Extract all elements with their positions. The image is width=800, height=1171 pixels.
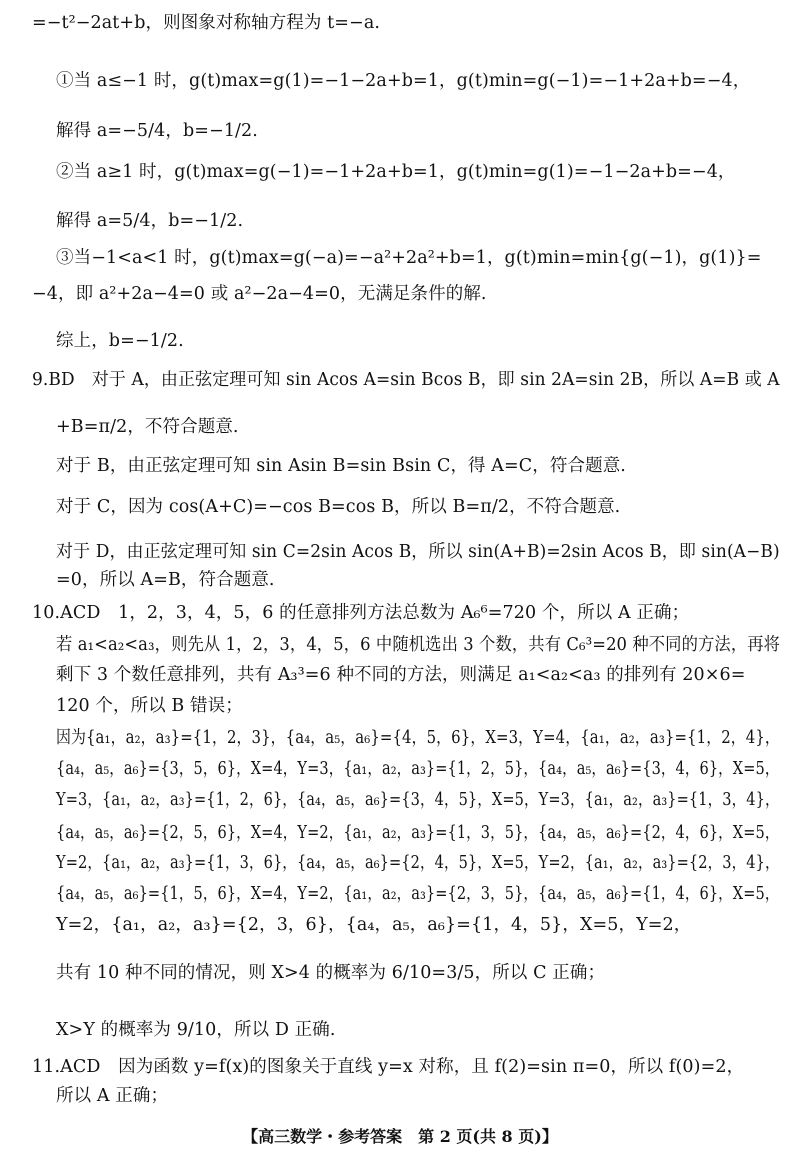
text-line: 综上，b=−1/2. xyxy=(56,331,184,351)
text-line: Y=2，{a₁，a₂，a₃}={1，3，6}，{a₄，a₅，a₆}={2，4，5}，X=5，Y=2，{a₁，a₂，a₃}={2，3，4}， xyxy=(56,853,780,873)
text-line: 10.ACD 1，2，3，4，5，6 的任意排列方法总数为 A₆⁶=720 个，所以 A 正确； xyxy=(32,603,690,623)
text-line: 9.BD 对于 A，由正弦定理可知 sin Acos A=sin Bcos B，即 sin 2A=sin 2B，所以 A=B 或 A xyxy=(32,370,780,390)
text-line: 因为{a₁，a₂，a₃}={1，2，3}，{a₄，a₅，a₆}={4，5，6}，X=3，Y=4，{a₁，a₂，a₃}={1，2，4}， xyxy=(56,728,780,748)
text-line: 对于 B，由正弦定理可知 sin Asin B=sin Bsin C，得 A=C，符合题意. xyxy=(56,456,626,476)
text-line: 对于 D，由正弦定理可知 sin C=2sin Acos B，所以 sin(A+B)=2sin Acos B，即 sin(A−B) xyxy=(56,542,780,562)
text-line: 120 个，所以 B 错误； xyxy=(56,696,243,716)
text-line: =0，所以 A=B，符合题意. xyxy=(56,570,275,590)
text-line: ①当 a≤−1 时，g(t)max=g(1)=−1−2a+b=1，g(t)min=g(−1)=−1+2a+b=−4， xyxy=(56,71,751,91)
text-line: 11.ACD 因为函数 y=f(x)的图象关于直线 y=x 对称，且 f(2)=sin π=0，所以 f(0)=2， xyxy=(32,1057,745,1077)
text-line: Y=3，{a₁，a₂，a₃}={1，2，6}，{a₄，a₅，a₆}={3，4，5}，X=5，Y=3，{a₁，a₂，a₃}={1，3，4}， xyxy=(56,790,780,810)
text-line: 解得 a=−5/4，b=−1/2. xyxy=(56,121,258,141)
text-line: {a₄，a₅，a₆}={3，5，6}，X=4，Y=3，{a₁，a₂，a₃}={1，2，5}，{a₄，a₅，a₆}={3，4，6}，X=5， xyxy=(56,759,780,779)
text-line: {a₄，a₅，a₆}={2，5，6}，X=4，Y=2，{a₁，a₂，a₃}={1，3，5}，{a₄，a₅，a₆}={2，4，6}，X=5， xyxy=(56,823,780,843)
text-line: {a₄，a₅，a₆}={1，5，6}，X=4，Y=2，{a₁，a₂，a₃}={2，3，5}，{a₄，a₅，a₆}={1，4，6}，X=5， xyxy=(56,884,780,904)
text-line: X>Y 的概率为 9/10，所以 D 正确. xyxy=(56,1020,336,1040)
text-line: +B=π/2，不符合题意. xyxy=(56,417,239,437)
text-line: 共有 10 种不同的情况，则 X>4 的概率为 6/10=3/5，所以 C 正确； xyxy=(56,963,606,983)
text-line: −4，即 a²+2a−4=0 或 a²−2a−4=0，无满足条件的解. xyxy=(32,284,487,304)
text-line: 解得 a=5/4，b=−1/2. xyxy=(56,211,244,231)
page-footer: 【高三数学・参考答案 第 2 页(共 8 页)】 xyxy=(242,1127,558,1146)
text-line: 若 a₁<a₂<a₃，则先从 1，2，3，4，5，6 中随机选出 3 个数，共有 C₆³=20 种不同的方法，再将 xyxy=(56,635,781,655)
text-line: ③当−1<a<1 时，g(t)max=g(−a)=−a²+2a²+b=1，g(t)min=min{g(−1)，g(1)}= xyxy=(56,248,762,268)
text-line: Y=2，{a₁，a₂，a₃}={2，3，6}，{a₄，a₅，a₆}={1，4，5}，X=5，Y=2， xyxy=(56,915,692,935)
text-line: 对于 C，因为 cos(A+C)=−cos B=cos B，所以 B=π/2，不符合题意. xyxy=(56,497,621,517)
text-line: 剩下 3 个数任意排列，共有 A₃³=6 种不同的方法，则满足 a₁<a₂<a₃ 的排列有 20×6= xyxy=(56,665,746,685)
text-line: 所以 A 正确； xyxy=(56,1086,169,1106)
text-line: ②当 a≥1 时，g(t)max=g(−1)=−1+2a+b=1，g(t)min=g(1)=−1−2a+b=−4， xyxy=(56,162,736,182)
text-line: =−t²−2at+b，则图象对称轴方程为 t=−a. xyxy=(32,13,381,33)
